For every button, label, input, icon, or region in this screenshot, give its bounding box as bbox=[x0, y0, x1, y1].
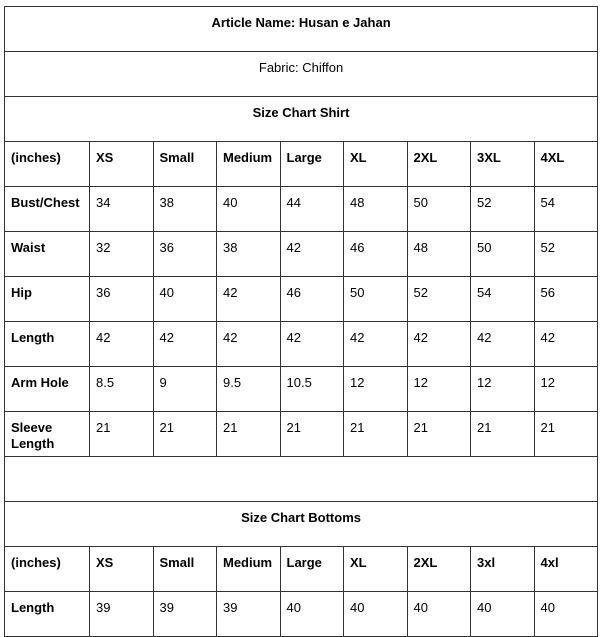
value-cell: 52 bbox=[407, 277, 471, 322]
header-cell: XL bbox=[344, 142, 408, 187]
value-cell: 42 bbox=[153, 322, 217, 367]
value-cell: 46 bbox=[280, 277, 344, 322]
header-cell: 4XL bbox=[534, 142, 598, 187]
header-cell: Medium bbox=[217, 547, 281, 592]
value-cell: 52 bbox=[534, 232, 598, 277]
value-cell: 21 bbox=[153, 412, 217, 457]
spacer-row bbox=[5, 457, 598, 502]
shirt-measurement-row bbox=[5, 277, 598, 322]
value-cell: 42 bbox=[407, 322, 471, 367]
header-cell: XS bbox=[90, 547, 154, 592]
value-cell: 40 bbox=[471, 592, 535, 637]
value-cell: 9 bbox=[153, 367, 217, 412]
shirt-measurement-row bbox=[5, 412, 598, 457]
value-cell: 12 bbox=[471, 367, 535, 412]
header-cell: (inches) bbox=[5, 547, 90, 592]
value-cell: 36 bbox=[90, 277, 154, 322]
row-label: Sleeve Length bbox=[5, 412, 90, 457]
value-cell: 21 bbox=[471, 412, 535, 457]
row-label: Length bbox=[5, 592, 90, 637]
row-label: Bust/Chest bbox=[5, 187, 90, 232]
value-cell: 12 bbox=[534, 367, 598, 412]
value-cell: 40 bbox=[153, 277, 217, 322]
article-name: Article Name: Husan e Jahan bbox=[5, 7, 598, 52]
value-cell: 50 bbox=[471, 232, 535, 277]
value-cell: 40 bbox=[344, 592, 408, 637]
header-cell: 3xl bbox=[471, 547, 535, 592]
value-cell: 48 bbox=[407, 232, 471, 277]
header-cell: 4xl bbox=[534, 547, 598, 592]
bottoms-title-row bbox=[5, 502, 598, 547]
value-cell: 44 bbox=[280, 187, 344, 232]
value-cell: 12 bbox=[344, 367, 408, 412]
value-cell: 32 bbox=[90, 232, 154, 277]
header-cell: (inches) bbox=[5, 142, 90, 187]
header-cell: 2XL bbox=[407, 142, 471, 187]
value-cell: 42 bbox=[90, 322, 154, 367]
fabric: Fabric: Chiffon bbox=[5, 52, 598, 97]
value-cell: 42 bbox=[280, 232, 344, 277]
value-cell: 38 bbox=[153, 187, 217, 232]
row-label: Length bbox=[5, 322, 90, 367]
value-cell: 8.5 bbox=[90, 367, 154, 412]
shirt-title-row bbox=[5, 97, 598, 142]
value-cell: 54 bbox=[534, 187, 598, 232]
value-cell: 42 bbox=[534, 322, 598, 367]
bottoms-measurement-row bbox=[5, 592, 598, 637]
header-cell: Medium bbox=[217, 142, 281, 187]
shirt-measurement-row bbox=[5, 187, 598, 232]
value-cell: 9.5 bbox=[217, 367, 281, 412]
value-cell: 42 bbox=[217, 277, 281, 322]
row-label: Waist bbox=[5, 232, 90, 277]
value-cell: 42 bbox=[344, 322, 408, 367]
value-cell: 42 bbox=[280, 322, 344, 367]
row-label: Arm Hole bbox=[5, 367, 90, 412]
article-name-row bbox=[5, 7, 598, 52]
value-cell: 38 bbox=[217, 232, 281, 277]
value-cell: 21 bbox=[407, 412, 471, 457]
value-cell: 50 bbox=[407, 187, 471, 232]
size-chart-table bbox=[4, 6, 598, 637]
shirt-measurement-row bbox=[5, 322, 598, 367]
value-cell: 40 bbox=[534, 592, 598, 637]
empty-cell bbox=[5, 457, 598, 502]
value-cell: 39 bbox=[90, 592, 154, 637]
value-cell: 40 bbox=[217, 187, 281, 232]
value-cell: 10.5 bbox=[280, 367, 344, 412]
shirt-measurement-row bbox=[5, 367, 598, 412]
value-cell: 39 bbox=[217, 592, 281, 637]
header-cell: Large bbox=[280, 547, 344, 592]
value-cell: 40 bbox=[407, 592, 471, 637]
bottoms-chart-title: Size Chart Bottoms bbox=[5, 502, 598, 547]
value-cell: 46 bbox=[344, 232, 408, 277]
value-cell: 52 bbox=[471, 187, 535, 232]
header-cell: 2XL bbox=[407, 547, 471, 592]
value-cell: 42 bbox=[471, 322, 535, 367]
value-cell: 21 bbox=[534, 412, 598, 457]
header-cell: XL bbox=[344, 547, 408, 592]
value-cell: 21 bbox=[280, 412, 344, 457]
value-cell: 12 bbox=[407, 367, 471, 412]
header-cell: Large bbox=[280, 142, 344, 187]
value-cell: 42 bbox=[217, 322, 281, 367]
shirt-chart-title: Size Chart Shirt bbox=[5, 97, 598, 142]
value-cell: 39 bbox=[153, 592, 217, 637]
row-label: Hip bbox=[5, 277, 90, 322]
value-cell: 21 bbox=[344, 412, 408, 457]
header-cell: Small bbox=[153, 142, 217, 187]
header-cell: 3XL bbox=[471, 142, 535, 187]
value-cell: 21 bbox=[90, 412, 154, 457]
header-cell: XS bbox=[90, 142, 154, 187]
value-cell: 21 bbox=[217, 412, 281, 457]
shirt-measurement-row bbox=[5, 232, 598, 277]
value-cell: 36 bbox=[153, 232, 217, 277]
shirt-header-row bbox=[5, 142, 598, 187]
fabric-row bbox=[5, 52, 598, 97]
header-cell: Small bbox=[153, 547, 217, 592]
value-cell: 34 bbox=[90, 187, 154, 232]
value-cell: 50 bbox=[344, 277, 408, 322]
bottoms-header-row bbox=[5, 547, 598, 592]
value-cell: 40 bbox=[280, 592, 344, 637]
value-cell: 54 bbox=[471, 277, 535, 322]
value-cell: 56 bbox=[534, 277, 598, 322]
value-cell: 48 bbox=[344, 187, 408, 232]
